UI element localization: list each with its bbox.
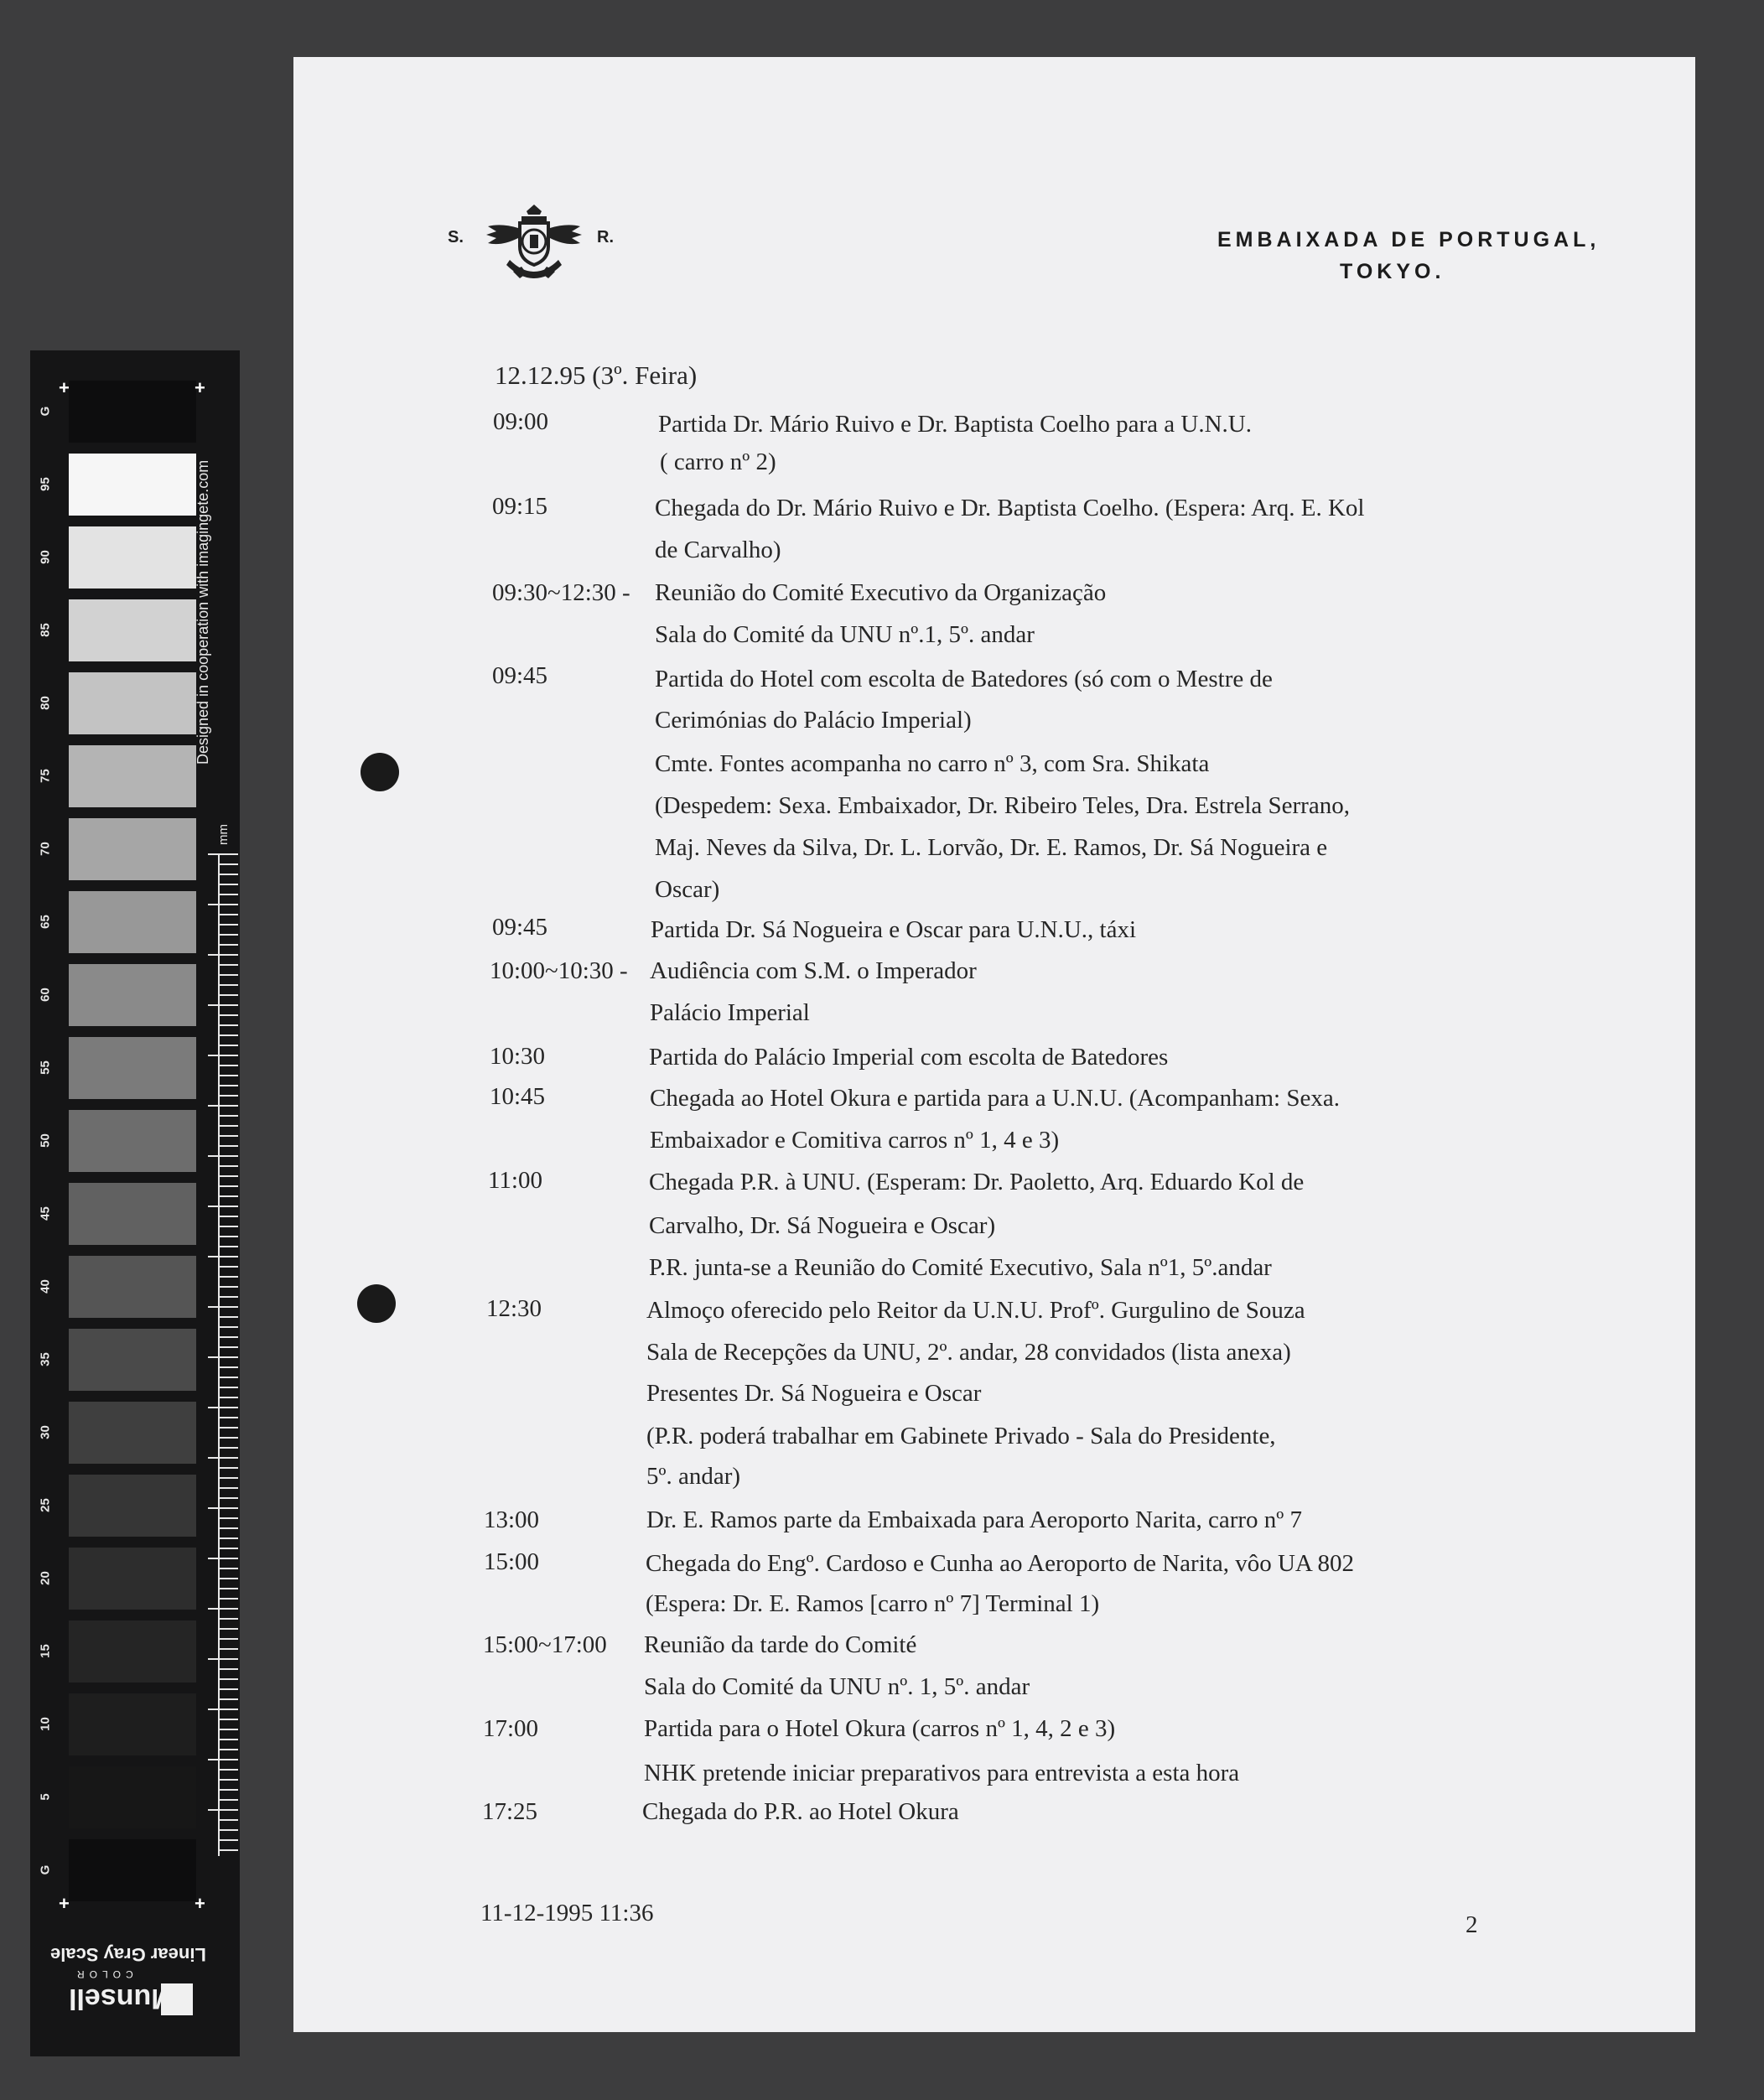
- schedule-line: (Despedem: Sexa. Embaixador, Dr. Ribeiro Teles, Dra. Estrela Serrano,: [655, 792, 1350, 819]
- schedule-line: Chegada P.R. à UNU. (Esperam: Dr. Paoletto, Arq. Eduardo Kol de: [649, 1169, 1305, 1195]
- schedule-line: ( carro nº 2): [660, 449, 776, 475]
- brand-name: Munsell: [69, 1983, 175, 2014]
- schedule-line: Partida do Hotel com escolta de Batedores (só com o Mestre de: [655, 666, 1273, 692]
- gray-swatch: [69, 1329, 196, 1391]
- gray-swatch: [69, 381, 196, 443]
- swatch-label: G: [38, 1864, 53, 1875]
- swatch-label: 85: [38, 623, 53, 637]
- swatch-label: 40: [38, 1279, 53, 1294]
- gray-swatch: [69, 1183, 196, 1245]
- schedule-line: P.R. junta-se a Reunião do Comité Executivo, Sala nº1, 5º.andar: [649, 1254, 1272, 1281]
- swatch-label: 10: [38, 1717, 53, 1731]
- gray-swatch: [69, 1110, 196, 1172]
- footer-timestamp: 11-12-1995 11:36: [480, 1900, 654, 1926]
- schedule-line: de Carvalho): [655, 537, 781, 563]
- schedule-time: 15:00~17:00: [483, 1631, 607, 1658]
- swatch-label: 15: [38, 1644, 53, 1658]
- page-number: 2: [1466, 1911, 1478, 1938]
- plus-mark: +: [195, 1893, 205, 1914]
- schedule-time: 09:45: [492, 914, 548, 941]
- mm-ruler-major-ticks: [208, 853, 236, 1856]
- swatch-label: 20: [38, 1571, 53, 1585]
- gray-swatch: [69, 526, 196, 589]
- schedule-line: Chegada do Engº. Cardoso e Cunha ao Aeroporto de Narita, vôo UA 802: [646, 1550, 1354, 1577]
- swatch-label: 65: [38, 915, 53, 929]
- schedule-line: Audiência com S.M. o Imperador: [650, 957, 977, 984]
- swatch-label: 80: [38, 696, 53, 710]
- gray-swatch: [69, 1037, 196, 1099]
- schedule-time: 17:00: [483, 1715, 539, 1742]
- schedule-line: Reunião da tarde do Comité: [644, 1631, 917, 1658]
- plus-mark: +: [59, 377, 70, 398]
- swatch-label: 5: [38, 1793, 53, 1801]
- swatch-label: 45: [38, 1206, 53, 1221]
- schedule-line: Presentes Dr. Sá Nogueira e Oscar: [646, 1380, 982, 1407]
- swatch-label: 25: [38, 1498, 53, 1512]
- schedule-time: 13:00: [484, 1506, 540, 1533]
- swatch-label: 50: [38, 1133, 53, 1148]
- brand-subtitle: COLOR: [72, 1968, 133, 1980]
- scale-name: Linear Gray Scale: [50, 1944, 206, 1965]
- schedule-line: Cerimónias do Palácio Imperial): [655, 707, 972, 734]
- schedule-line: Chegada do P.R. ao Hotel Okura: [642, 1798, 959, 1825]
- plus-mark: +: [195, 377, 205, 398]
- gray-swatch: [69, 454, 196, 516]
- gray-swatch: [69, 745, 196, 807]
- schedule-time: 11:00: [488, 1167, 542, 1194]
- punch-hole: [361, 753, 399, 791]
- schedule-line: Almoço oferecido pelo Reitor da U.N.U. Profº. Gurgulino de Souza: [646, 1297, 1305, 1324]
- gray-swatch: [69, 599, 196, 661]
- gray-swatch: [69, 1402, 196, 1464]
- plus-mark: +: [59, 1893, 70, 1914]
- schedule-line: Partida para o Hotel Okura (carros nº 1, 4, 2 e 3): [644, 1715, 1116, 1742]
- swatch-label: 90: [38, 550, 53, 564]
- schedule-line: Sala do Comité da UNU nº.1, 5º. andar: [655, 621, 1035, 648]
- schedule-time: 09:00: [493, 408, 549, 435]
- swatch-label: 55: [38, 1060, 53, 1075]
- schedule-line: Reunião do Comité Executivo da Organização: [655, 579, 1107, 606]
- punch-hole: [357, 1284, 396, 1323]
- gray-swatch: [69, 1620, 196, 1683]
- scale-credit: Designed in cooperation with imagingete.com: [195, 459, 211, 765]
- swatch-label: G: [38, 406, 53, 417]
- swatch-label: 35: [38, 1352, 53, 1366]
- schedule-time: 10:00~10:30 -: [490, 957, 628, 984]
- schedule-time: 15:00: [484, 1548, 540, 1575]
- schedule-line: Carvalho, Dr. Sá Nogueira e Oscar): [649, 1212, 996, 1239]
- schedule-line: Embaixador e Comitiva carros nº 1, 4 e 3): [650, 1127, 1060, 1154]
- swatch-label: 70: [38, 842, 53, 856]
- swatch-label: 95: [38, 477, 53, 491]
- gray-swatch: [69, 672, 196, 734]
- gray-swatch: [69, 891, 196, 953]
- schedule-line: 5º. andar): [646, 1463, 741, 1490]
- schedule-line: Palácio Imperial: [650, 999, 810, 1026]
- swatch-label: 30: [38, 1425, 53, 1439]
- letterhead-left-initial: S.: [448, 228, 464, 246]
- gray-swatch: [69, 1475, 196, 1537]
- date-heading: 12.12.95 (3º. Feira): [495, 360, 698, 390]
- schedule-line: Dr. E. Ramos parte da Embaixada para Aeroporto Narita, carro nº 7: [646, 1506, 1303, 1533]
- schedule-line: Oscar): [655, 876, 720, 903]
- schedule-time: 09:45: [492, 662, 548, 689]
- swatch-label: 75: [38, 769, 53, 783]
- schedule-line: (Espera: Dr. E. Ramos [carro nº 7] Terminal 1): [646, 1590, 1100, 1617]
- schedule-time: 12:30: [486, 1295, 542, 1322]
- gray-swatch: [69, 964, 196, 1026]
- portuguese-coat-of-arms-icon: [480, 198, 589, 282]
- swatch-label: 60: [38, 988, 53, 1002]
- schedule-line: Maj. Neves da Silva, Dr. L. Lorvão, Dr. E. Ramos, Dr. Sá Nogueira e: [655, 834, 1328, 861]
- schedule-time: 09:30~12:30 -: [492, 579, 630, 606]
- schedule-line: Chegada do Dr. Mário Ruivo e Dr. Baptista Coelho. (Espera: Arq. E. Kol: [655, 495, 1365, 521]
- schedule-time: 17:25: [482, 1798, 538, 1825]
- gray-swatch: [69, 1839, 196, 1901]
- schedule-line: (P.R. poderá trabalhar em Gabinete Privado - Sala do Presidente,: [646, 1423, 1276, 1449]
- schedule-line: Partida Dr. Mário Ruivo e Dr. Baptista Coelho para a U.N.U.: [658, 411, 1252, 438]
- gray-swatch: [69, 1693, 196, 1755]
- schedule-line: Sala do Comité da UNU nº. 1, 5º. andar: [644, 1673, 1030, 1700]
- gray-swatch: [69, 818, 196, 880]
- schedule-line: NHK pretende iniciar preparativos para entrevista a esta hora: [644, 1760, 1240, 1786]
- schedule-line: Partida Dr. Sá Nogueira e Oscar para U.N.U., táxi: [651, 916, 1137, 943]
- gray-swatch: [69, 1766, 196, 1828]
- embassy-city: TOKYO.: [1340, 260, 1445, 283]
- ruler-unit: mm: [216, 824, 231, 845]
- schedule-line: Chegada ao Hotel Okura e partida para a U.N.U. (Acompanham: Sexa.: [650, 1085, 1340, 1112]
- gray-swatch: [69, 1548, 196, 1610]
- embassy-name: EMBAIXADA DE PORTUGAL,: [1217, 228, 1601, 251]
- schedule-time: 10:30: [490, 1043, 546, 1070]
- schedule-line: Partida do Palácio Imperial com escolta de Batedores: [649, 1044, 1169, 1071]
- schedule-time: 10:45: [490, 1083, 546, 1110]
- schedule-time: 09:15: [492, 493, 548, 520]
- schedule-line: Sala de Recepções da UNU, 2º. andar, 28 convidados (lista anexa): [646, 1339, 1291, 1366]
- letterhead-right-initial: R.: [597, 228, 614, 246]
- schedule-line: Cmte. Fontes acompanha no carro nº 3, com Sra. Shikata: [655, 750, 1210, 777]
- gray-swatch: [69, 1256, 196, 1318]
